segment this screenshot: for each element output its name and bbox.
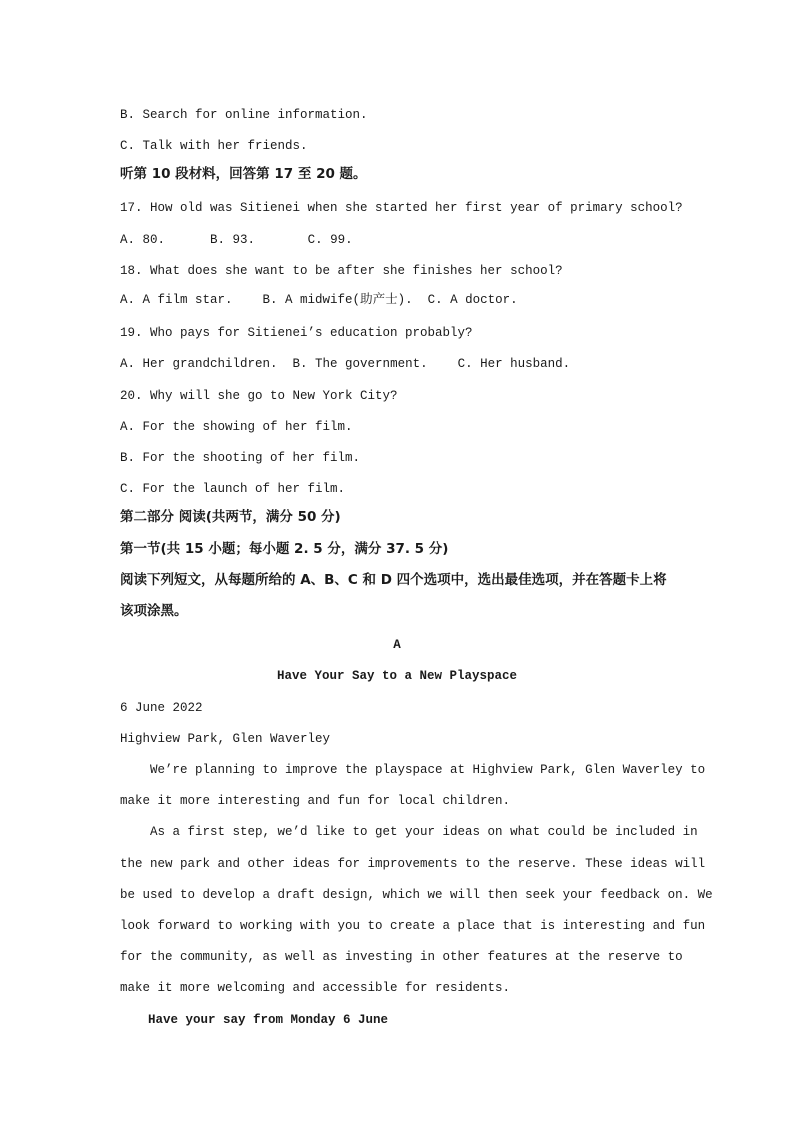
para2-line6: make it more welcoming and accessible for residents.	[120, 981, 511, 995]
q18-option-a: A. A film star.	[120, 293, 233, 307]
passage-subheading: Have your say from Monday 6 June	[148, 1013, 389, 1027]
para2-line4: look forward to working with you to create a place that is interesting and fun	[120, 919, 706, 933]
q20-option-a: A. For the showing of her film.	[120, 420, 353, 434]
para2-line3: be used to develop a draft design, which we will then seek your feedback on. We	[120, 888, 713, 902]
q18-options	[120, 292, 518, 308]
passage-label: A	[393, 638, 401, 652]
q20-option-b: B. For the shooting of her film.	[120, 451, 361, 465]
q19-options	[120, 356, 570, 372]
reading-instruction-line1: 阅读下列短文，从每题所给的 A、B、C 和 D 四个选项中，选出最佳选项，并在答题卡上将	[120, 572, 667, 588]
q19-option-c: C. Her husband.	[457, 357, 571, 371]
section10-instruction: 听第 10 段材料，回答第 17 至 20 题。	[120, 166, 367, 182]
q19-option-b: B. The government.	[292, 357, 428, 371]
para2-line2: the new park and other ideas for improvements to the reserve. These ideas will	[120, 857, 706, 871]
section1-title: 第一节(共 15 小题；每小题 2. 5 分，满分 37. 5 分)	[120, 541, 449, 557]
q19-question: 19. Who pays for Sitienei’s education probably?	[120, 326, 473, 340]
passage-title: Have Your Say to a New Playspace	[276, 669, 518, 683]
q20-option-c: C. For the launch of her film.	[120, 482, 346, 496]
q16-option-b: B. Search for online information.	[120, 108, 368, 122]
q19-option-a: A. Her grandchildren.	[120, 357, 278, 371]
q18-option-c: C. A doctor.	[427, 293, 518, 307]
q18-option-b: B. A midwife(助产士).	[262, 293, 413, 307]
q20-question: 20. Why will she go to New York City?	[120, 389, 398, 403]
q18-question: 18. What does she want to be after she finishes her school?	[120, 264, 563, 278]
passage-location: Highview Park, Glen Waverley	[120, 732, 331, 746]
q17-option-c: C. 99.	[307, 233, 353, 247]
para1-line1: We’re planning to improve the playspace at Highview Park, Glen Waverley to	[120, 763, 706, 777]
para2-line1: As a first step, we’d like to get your ideas on what could be included in	[120, 825, 698, 839]
q17-option-b: B. 93.	[210, 233, 256, 247]
q17-options	[120, 232, 353, 248]
para1-line2: make it more interesting and fun for local children.	[120, 794, 511, 808]
para2-line5: for the community, as well as investing in other features at the reserve to	[120, 950, 683, 964]
reading-instruction-line2: 该项涂黑。	[120, 603, 188, 619]
q17-question: 17. How old was Sitienei when she started her first year of primary school?	[120, 201, 683, 215]
passage-date: 6 June 2022	[120, 701, 203, 715]
q17-option-a: A. 80.	[120, 233, 166, 247]
part2-title: 第二部分 阅读(共两节，满分 50 分)	[120, 509, 341, 525]
q16-option-c: C. Talk with her friends.	[120, 139, 308, 153]
